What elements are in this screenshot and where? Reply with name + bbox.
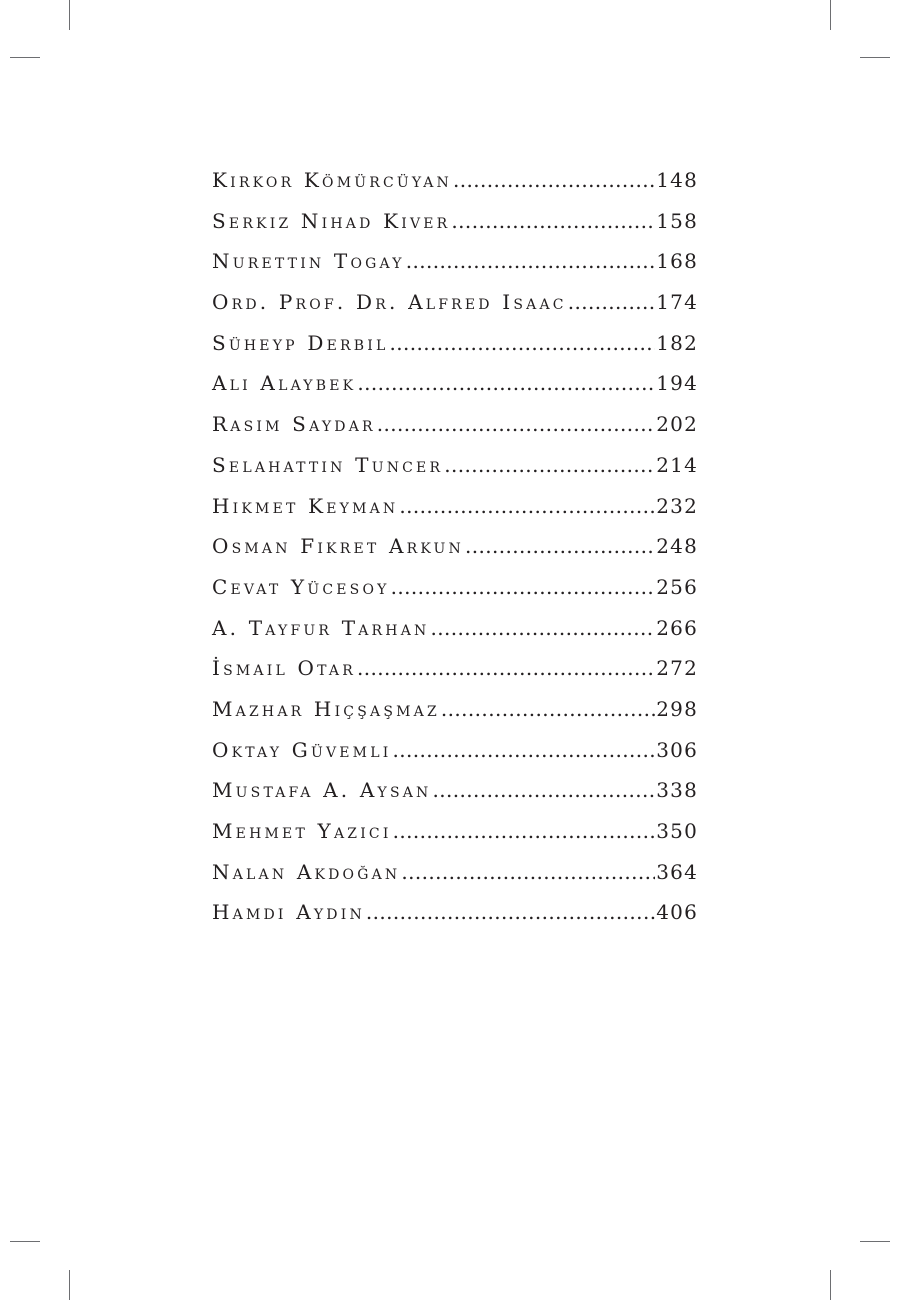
crop-mark-bottom-right-horizontal bbox=[860, 1241, 890, 1242]
toc-entry-name: Nalan Akdoğan bbox=[212, 859, 401, 884]
toc-entry bbox=[212, 774, 698, 815]
toc-entry-page: 406 bbox=[656, 900, 698, 925]
toc-dot-leader bbox=[568, 286, 656, 318]
toc-entry-page: 168 bbox=[656, 249, 698, 274]
toc-dot-leader bbox=[401, 856, 655, 888]
toc-entry-page: 266 bbox=[656, 615, 698, 640]
toc-entry bbox=[212, 286, 698, 327]
toc-dot-leader bbox=[391, 571, 656, 603]
toc-entry-name: Mazhar Hiçşaşmaz bbox=[212, 696, 440, 721]
toc-entry-name: İsmail Otar bbox=[212, 656, 356, 681]
toc-entry-name: Kirkor Kömürcüyan bbox=[212, 168, 452, 192]
toc-entry bbox=[212, 449, 698, 490]
toc-entry-page: 158 bbox=[656, 208, 698, 233]
toc-entry-page: 148 bbox=[656, 168, 698, 192]
toc-entry-page: 202 bbox=[656, 412, 698, 437]
toc-entry-name: Ord. Prof. Dr. Alfred Isaac bbox=[212, 290, 567, 315]
toc-dot-leader bbox=[406, 245, 655, 277]
toc-entry-name: Osman Fikret Arkun bbox=[212, 534, 464, 559]
toc-entry-page: 298 bbox=[656, 696, 698, 721]
toc-dot-leader bbox=[389, 327, 655, 359]
crop-mark-top-right-vertical bbox=[830, 0, 831, 30]
toc-dot-leader bbox=[430, 612, 655, 644]
toc-entry bbox=[212, 734, 698, 775]
toc-entry-name: Hikmet Keyman bbox=[212, 493, 399, 518]
toc-entry bbox=[212, 530, 698, 571]
toc-entry bbox=[212, 245, 698, 286]
toc-entry bbox=[212, 896, 698, 937]
toc-entry-page: 174 bbox=[656, 290, 698, 315]
toc-entry-name: Süheyp Derbil bbox=[212, 330, 389, 355]
toc-entry-page: 182 bbox=[656, 330, 698, 355]
toc-dot-leader bbox=[433, 774, 656, 806]
toc-entry bbox=[212, 856, 698, 897]
toc-entry-page: 248 bbox=[656, 534, 698, 559]
crop-mark-top-right-horizontal bbox=[860, 57, 890, 58]
toc-entry-page: 364 bbox=[656, 859, 698, 884]
toc-dot-leader bbox=[392, 734, 655, 766]
toc-entry-name: Serkiz Nihad Kiver bbox=[212, 208, 451, 233]
toc-dot-leader bbox=[399, 490, 655, 522]
toc-entry-name: Mustafa A. Aysan bbox=[212, 778, 432, 803]
toc-entry bbox=[212, 164, 698, 205]
toc-entry bbox=[212, 490, 698, 531]
crop-mark-top-left-horizontal bbox=[10, 57, 40, 58]
toc-entry-name: A. Tayfur Tarhan bbox=[212, 615, 430, 640]
toc-entry bbox=[212, 815, 698, 856]
toc-entry-page: 214 bbox=[656, 452, 698, 477]
toc-entry-page: 256 bbox=[656, 574, 698, 599]
toc-entry-page: 306 bbox=[656, 737, 698, 762]
toc-dot-leader bbox=[441, 693, 655, 725]
toc-entry-page: 272 bbox=[656, 656, 698, 681]
toc-entry bbox=[212, 327, 698, 368]
crop-mark-bottom-left-vertical bbox=[69, 1270, 70, 1300]
table-of-contents bbox=[212, 164, 698, 937]
toc-dot-leader bbox=[444, 449, 655, 481]
toc-entry-name: Rasim Saydar bbox=[212, 412, 376, 437]
toc-entry-page: 232 bbox=[656, 493, 698, 518]
toc-entry-page: 338 bbox=[656, 778, 698, 803]
toc-entry bbox=[212, 652, 698, 693]
toc-entry-page: 194 bbox=[656, 371, 698, 396]
toc-dot-leader bbox=[465, 530, 655, 562]
toc-dot-leader bbox=[393, 815, 656, 847]
toc-dot-leader bbox=[357, 367, 655, 399]
toc-entry-name: Mehmet Yazıcı bbox=[212, 819, 392, 843]
toc-entry-name: Nurettin Togay bbox=[212, 249, 405, 274]
toc-entry-name: Oktay Güvemli bbox=[212, 737, 392, 762]
toc-dot-leader bbox=[451, 205, 655, 237]
crop-mark-top-left-vertical bbox=[69, 0, 70, 30]
toc-dot-leader bbox=[377, 408, 655, 440]
toc-entry bbox=[212, 612, 698, 653]
toc-entry-page: 350 bbox=[656, 819, 698, 843]
crop-mark-bottom-right-vertical bbox=[830, 1270, 831, 1300]
toc-entry bbox=[212, 367, 698, 408]
toc-entry bbox=[212, 408, 698, 449]
toc-dot-leader bbox=[357, 652, 655, 684]
toc-entry-name: Cevat Yücesoy bbox=[212, 574, 390, 599]
toc-entry-name: Hamdi Aydın bbox=[212, 900, 365, 925]
toc-entry bbox=[212, 693, 698, 734]
toc-dot-leader bbox=[453, 164, 655, 196]
toc-entry bbox=[212, 205, 698, 246]
crop-mark-bottom-left-horizontal bbox=[10, 1241, 40, 1242]
toc-entry-name: Selahattin Tuncer bbox=[212, 452, 444, 477]
toc-entry bbox=[212, 571, 698, 612]
toc-entry-name: Ali Alaybek bbox=[212, 371, 357, 396]
toc-dot-leader bbox=[366, 896, 655, 928]
